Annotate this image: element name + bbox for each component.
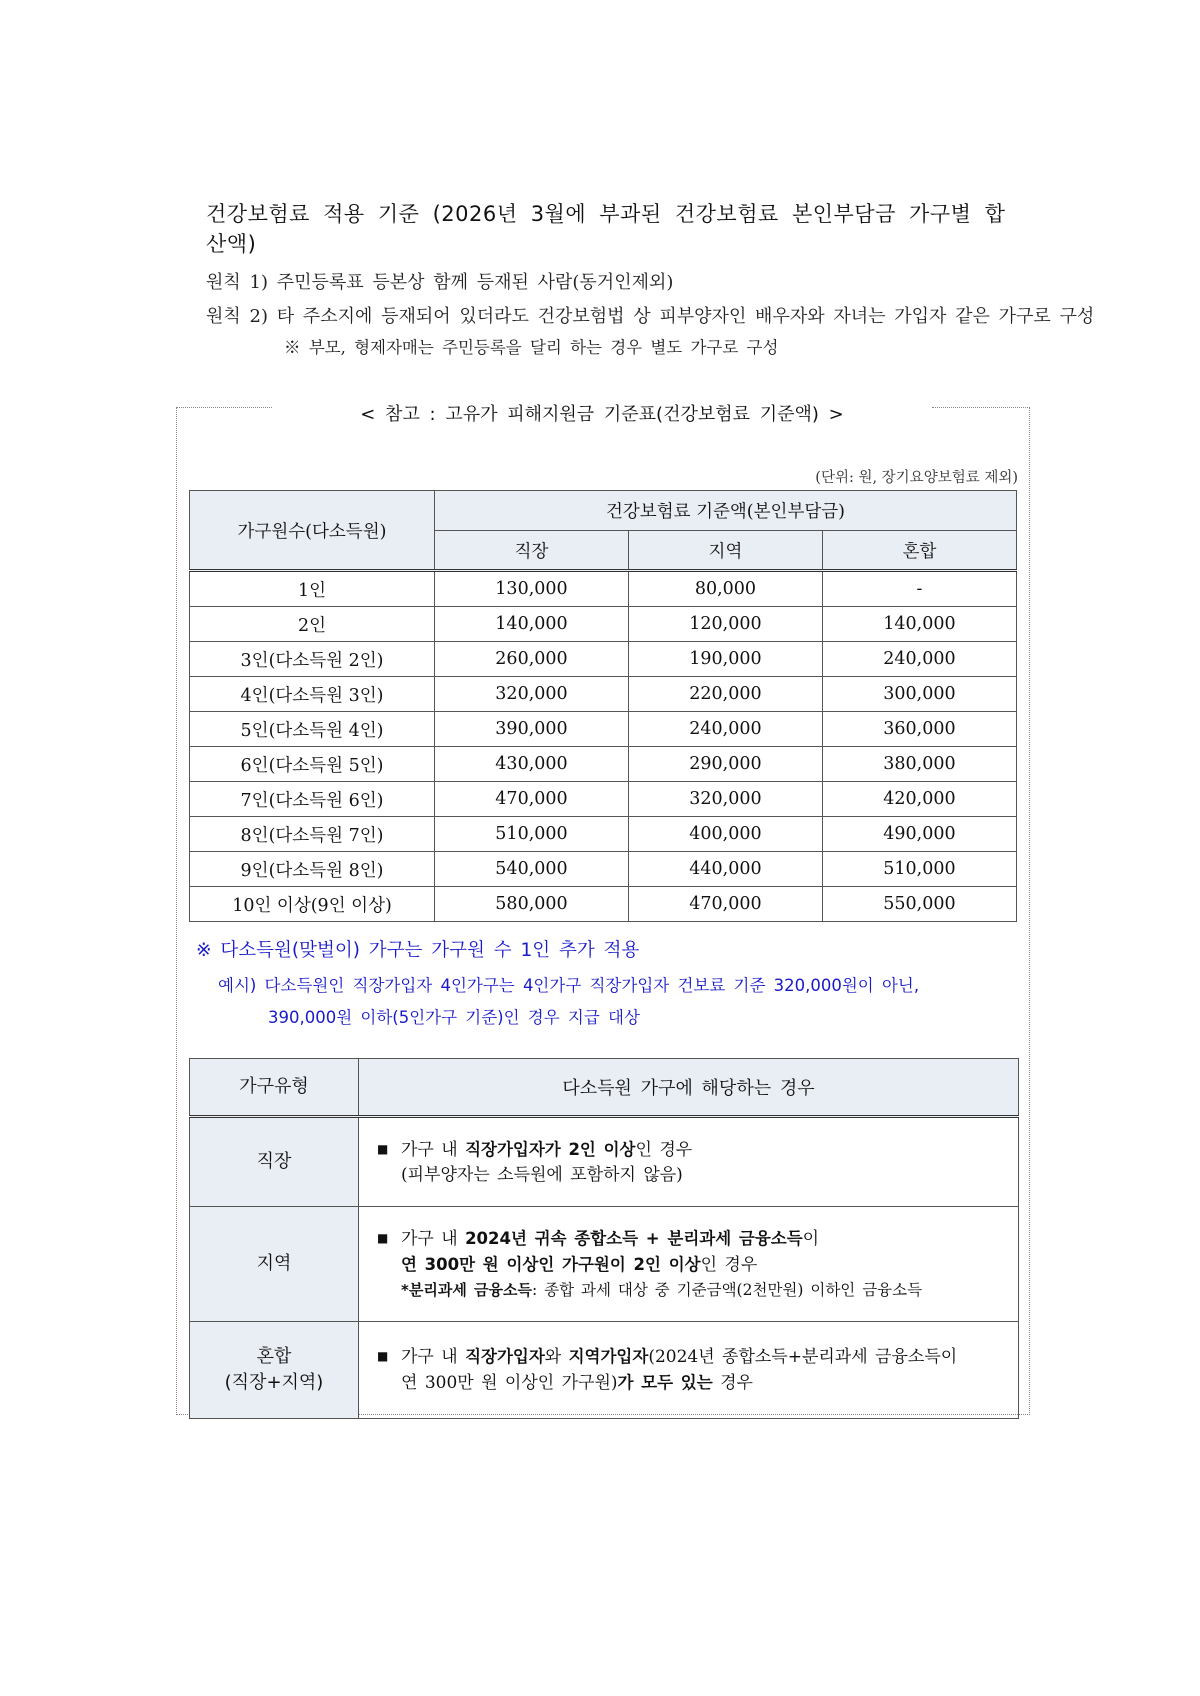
cell-regional: 290,000 — [628, 747, 822, 782]
type-regional: 지역 — [190, 1207, 359, 1322]
cell-regional: 80,000 — [628, 571, 822, 607]
cell-household: 2인 — [190, 607, 435, 642]
bullet-square-icon: ■ — [377, 1230, 389, 1245]
rule-2: 원칙 2) 타 주소지에 등재되어 있더라도 건강보험법 상 피부양자인 배우자와 자녀는 가입자 같은 가구로 구성 — [206, 306, 1095, 327]
bullet-square-icon: ■ — [377, 1349, 389, 1363]
header-multi-earner-condition: 다소득원 가구에 해당하는 경우 — [359, 1059, 1019, 1117]
insurance-threshold-table — [189, 490, 1017, 922]
document-title: 건강보험료 적용 기준 (2026년 3월에 부과된 건강보험료 본인부담금 가구별 합산액) — [206, 202, 1006, 256]
cell-workplace: 430,000 — [435, 747, 629, 782]
cell-workplace: 540,000 — [435, 852, 629, 887]
table-row — [190, 1322, 1019, 1419]
header-col-mixed: 혼합 — [822, 531, 1016, 571]
table-row — [190, 887, 1017, 922]
reference-box-top-right-border — [932, 407, 1030, 408]
cell-regional: 400,000 — [628, 817, 822, 852]
cell-household: 1인 — [190, 571, 435, 607]
table-row — [190, 1117, 1019, 1207]
cell-workplace: 390,000 — [435, 712, 629, 747]
cell-household: 5인(다소득원 4인) — [190, 712, 435, 747]
header-threshold-group: 건강보험료 기준액(본인부담금) — [435, 491, 1017, 531]
table-row — [190, 1207, 1019, 1322]
cell-household: 7인(다소득원 6인) — [190, 782, 435, 817]
table-row — [190, 571, 1017, 607]
table-row — [190, 747, 1017, 782]
cell-mixed: 550,000 — [822, 887, 1016, 922]
household-type-table — [189, 1058, 1019, 1419]
cell-regional: 120,000 — [628, 607, 822, 642]
cell-household: 10인 이상(9인 이상) — [190, 887, 435, 922]
cell-household: 3인(다소득원 2인) — [190, 642, 435, 677]
header-col-workplace: 직장 — [435, 531, 629, 571]
rule-note: ※ 부모, 형제자매는 주민등록을 달리 하는 경우 별도 가구로 구성 — [284, 338, 779, 357]
cell-workplace: 260,000 — [435, 642, 629, 677]
cell-mixed: 490,000 — [822, 817, 1016, 852]
table-row — [190, 642, 1017, 677]
condition-mixed: ■ 가구 내 직장가입자와 지역가입자(2024년 종합소득+분리과세 금융소득이 연 300만 원 이상인 가구원)가 모두 있는 경우 — [359, 1322, 1019, 1419]
type-workplace: 직장 — [190, 1117, 359, 1207]
condition-workplace: ■ 가구 내 직장가입자가 2인 이상인 경우 (피부양자는 소득원에 포함하지 않음) — [359, 1117, 1019, 1207]
cell-workplace: 130,000 — [435, 571, 629, 607]
header-household-size: 가구원수(다소득원) — [190, 491, 435, 571]
cell-mixed: 510,000 — [822, 852, 1016, 887]
table-row — [190, 852, 1017, 887]
cell-workplace: 580,000 — [435, 887, 629, 922]
header-household-type: 가구유형 — [190, 1059, 359, 1117]
cell-regional: 470,000 — [628, 887, 822, 922]
condition-regional: ■ 가구 내 2024년 귀속 종합소득 + 분리과세 금융소득이 연 300만 원 이상인 가구원이 2인 이상인 경우 *분리과세 금융소득: 종합 과세 대상 중 기준금액(2천만원) 이하인 금융소득 — [359, 1207, 1019, 1322]
cell-mixed: - — [822, 571, 1016, 607]
bullet-square-icon: ■ — [377, 1141, 389, 1156]
cell-regional: 440,000 — [628, 852, 822, 887]
cell-mixed: 300,000 — [822, 677, 1016, 712]
multi-earner-note: ※ 다소득원(맞벌이) 가구는 가구원 수 1인 추가 적용 — [196, 940, 640, 961]
cell-regional: 190,000 — [628, 642, 822, 677]
cell-workplace: 140,000 — [435, 607, 629, 642]
cell-regional: 220,000 — [628, 677, 822, 712]
example-line-1: 예시) 다소득원인 직장가입자 4인가구는 4인가구 직장가입자 건보료 기준 320,000원이 아닌, — [218, 976, 920, 995]
cell-regional: 320,000 — [628, 782, 822, 817]
example-line-2: 390,000원 이하(5인가구 기준)인 경우 지급 대상 — [268, 1008, 640, 1027]
cell-workplace: 470,000 — [435, 782, 629, 817]
cell-household: 4인(다소득원 3인) — [190, 677, 435, 712]
table-row — [190, 782, 1017, 817]
cell-regional: 240,000 — [628, 712, 822, 747]
cell-workplace: 510,000 — [435, 817, 629, 852]
cell-mixed: 140,000 — [822, 607, 1016, 642]
table-row — [190, 817, 1017, 852]
cell-household: 9인(다소득원 8인) — [190, 852, 435, 887]
table-row — [190, 677, 1017, 712]
cell-mixed: 420,000 — [822, 782, 1016, 817]
reference-box-top-left-border — [176, 407, 272, 408]
cell-mixed: 240,000 — [822, 642, 1016, 677]
table-row — [190, 607, 1017, 642]
cell-household: 6인(다소득원 5인) — [190, 747, 435, 782]
table-row — [190, 712, 1017, 747]
cell-mixed: 380,000 — [822, 747, 1016, 782]
reference-title: < 참고 : 고유가 피해지원금 기준표(건강보험료 기준액) > — [360, 404, 844, 425]
cell-workplace: 320,000 — [435, 677, 629, 712]
cell-household: 8인(다소득원 7인) — [190, 817, 435, 852]
header-col-regional: 지역 — [628, 531, 822, 571]
type-mixed: 혼합 (직장+지역) — [190, 1322, 359, 1419]
rule-1: 원칙 1) 주민등록표 등본상 함께 등재된 사람(동거인제외) — [206, 272, 674, 293]
unit-note: (단위: 원, 장기요양보험료 제외) — [815, 470, 1018, 486]
cell-mixed: 360,000 — [822, 712, 1016, 747]
